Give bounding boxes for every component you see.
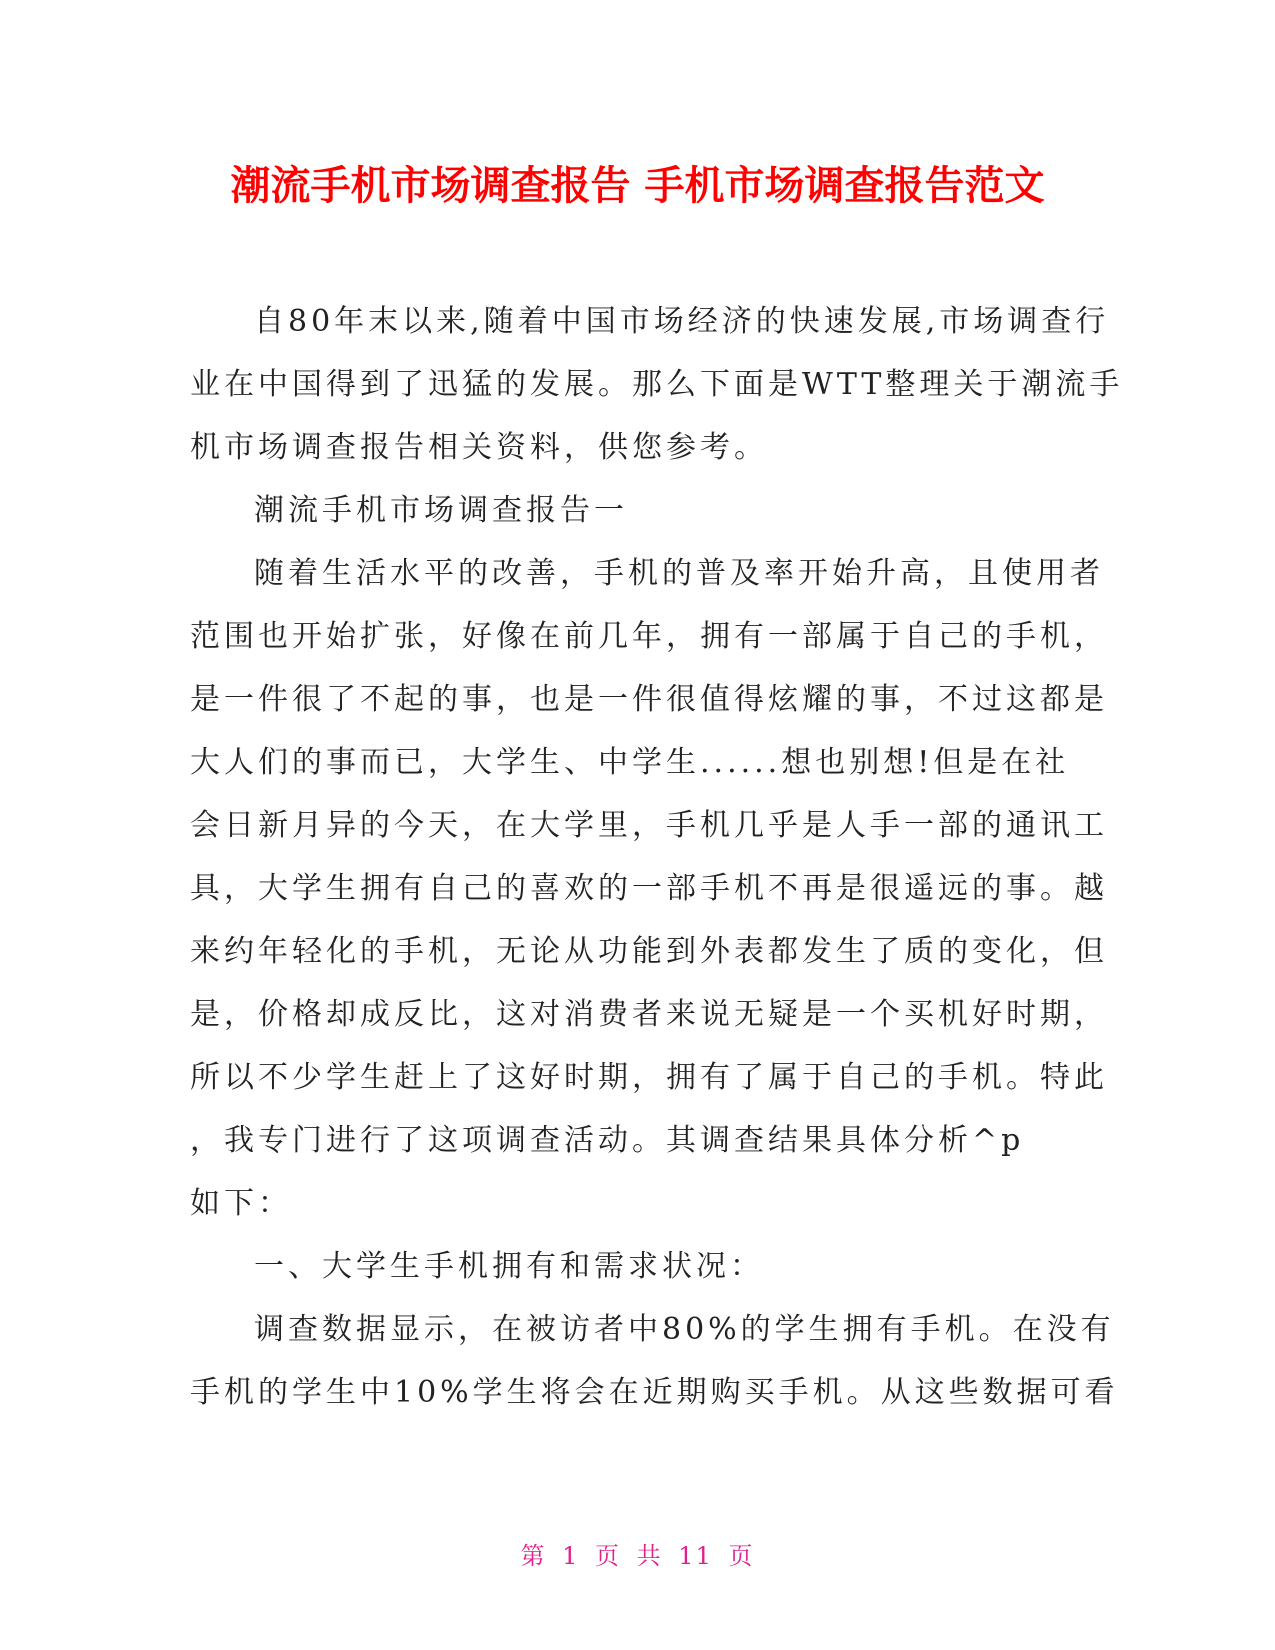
body-line: 调查数据显示，在被访者中80%的学生拥有手机。在没有 bbox=[254, 1312, 1115, 1347]
section-heading: 一、大学生手机拥有和需求状况： bbox=[254, 1249, 764, 1284]
body-line: 机市场调查报告相关资料，供您参考。 bbox=[190, 430, 768, 465]
body-line: 手机的学生中10%学生将会在近期购买手机。从这些数据可看 bbox=[190, 1375, 1119, 1410]
body-line: 是，价格却成反比，这对消费者来说无疑是一个买机好时期， bbox=[190, 997, 1108, 1032]
body-line: 来约年轻化的手机，无论从功能到外表都发生了质的变化，但 bbox=[190, 934, 1108, 969]
body-line: 会日新月异的今天，在大学里，手机几乎是人手一部的通讯工 bbox=[190, 808, 1108, 843]
body-line: 范围也开始扩张，好像在前几年，拥有一部属于自己的手机， bbox=[190, 619, 1108, 654]
page-number-footer: 第 1 页 共 11 页 bbox=[520, 1542, 755, 1570]
body-line: 是一件很了不起的事，也是一件很值得炫耀的事，不过这都是 bbox=[190, 682, 1108, 717]
body-line: 随着生活水平的改善，手机的普及率开始升高，且使用者 bbox=[254, 556, 1104, 591]
document-title: 潮流手机市场调查报告 手机市场调查报告范文 bbox=[230, 163, 1045, 209]
section-heading: 潮流手机市场调查报告一 bbox=[254, 493, 628, 528]
body-line: 自80年末以来,随着中国市场经济的快速发展,市场调查行 bbox=[254, 304, 1110, 339]
body-line: 业在中国得到了迅猛的发展。那么下面是WTT整理关于潮流手 bbox=[190, 367, 1124, 402]
body-line: 具，大学生拥有自己的喜欢的一部手机不再是很遥远的事。越 bbox=[190, 871, 1108, 906]
document-body bbox=[190, 290, 1124, 1424]
body-line: 大人们的事而已，大学生、中学生......想也别想!但是在社 bbox=[190, 745, 1070, 780]
body-line: ，我专门进行了这项调查活动。其调查结果具体分析^p bbox=[190, 1123, 1025, 1158]
body-line: 所以不少学生赶上了这好时期，拥有了属于自己的手机。特此 bbox=[190, 1060, 1108, 1095]
body-line: 如下： bbox=[190, 1186, 292, 1221]
